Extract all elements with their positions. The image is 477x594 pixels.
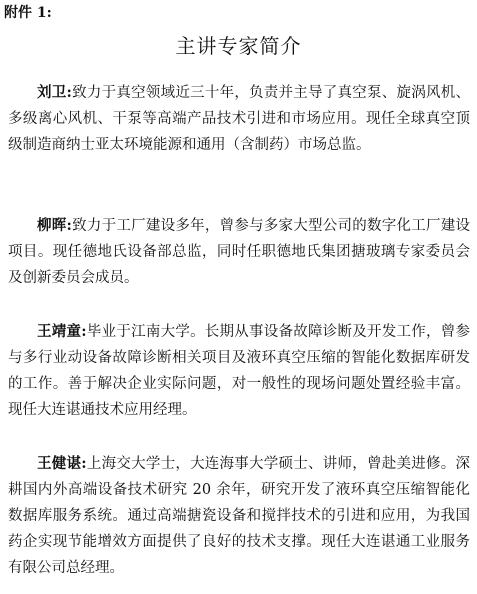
- expert-description: 毕业于江南大学。长期从事设备故障诊断及开发工作，曾参与多行业动设备故障诊断相关项目及液环真空压缩的智能化数据库研发的工作。善于解决企业实际问题，对一般性的现场问题处置经验丰富。现任大连谌通技术应用经理。: [8, 324, 470, 418]
- expert-bio: [8, 451, 470, 581]
- expert-description: 上海交大学士，大连海事大学硕士、讲师，曾赴美进修。深耕国内外高端设备技术研究 20 余年，研究开发了液环真空压缩智能化数据库服务系统。通过高端搪瓷设备和搅拌技术的引进和应用，为我国药企实现节能增效方面提供了良好的技术支撑。现任大连谌通工业服务有限公司总经理。: [8, 456, 470, 576]
- expert-description: 致力于真空领域近三十年，负责并主导了真空泵、旋涡风机、多级离心风机、干泵等高端产品技术引进和市场应用。现任全球真空顶级制造商纳士亚太环境能源和通用（含制药）市场总监。: [8, 85, 471, 153]
- expert-name: 刘卫:: [37, 84, 72, 101]
- expert-name: 王健谌:: [37, 455, 87, 472]
- page-title: 主讲专家简介: [175, 34, 302, 58]
- expert-bio: [8, 319, 470, 423]
- expert-name: 柳晖:: [37, 217, 72, 234]
- expert-description: 致力于工厂建设多年，曾参与多家大型公司的数字化工厂建设项目。现任德地氏设备部总监，同时任职德地氏集团搪玻璃专家委员会及创新委员会成员。: [8, 218, 471, 286]
- attachment-label: 附件 1:: [4, 5, 52, 21]
- expert-bio: [8, 213, 470, 291]
- expert-name: 王靖童:: [37, 323, 87, 340]
- expert-bio: [8, 80, 470, 158]
